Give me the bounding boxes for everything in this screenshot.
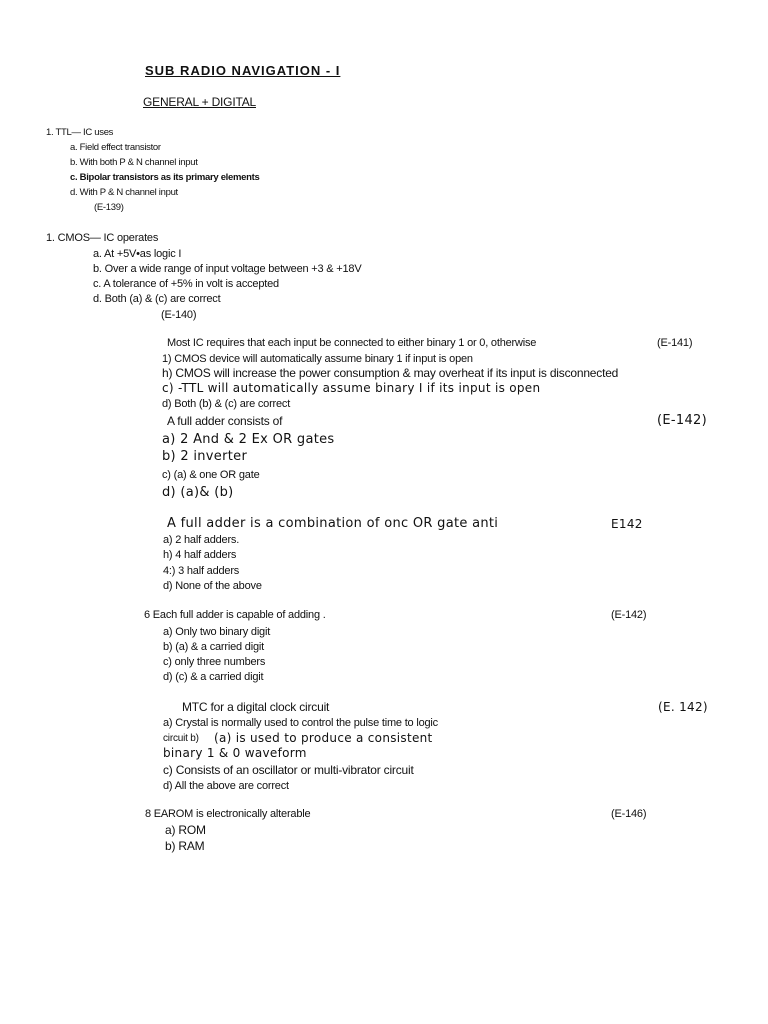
reference: (E-142) (657, 413, 707, 428)
option-b: b) RAM (165, 839, 205, 853)
option-a: a) 2 And & 2 Ex OR gates (162, 432, 335, 447)
reference: E142 (611, 517, 643, 531)
option-a: a) 2 half adders. (163, 534, 240, 546)
option-b: b. With both P & N channel input (70, 157, 198, 168)
option-a: a) Only two binary digit (163, 626, 271, 638)
option-b: b) (a) & a carried digit (163, 641, 264, 653)
reference: (E-140) (161, 309, 197, 321)
option-c: c) Consists of an oscillator or multi-vibrator circuit (163, 763, 414, 777)
option-d: d) Both (b) & (c) are correct (162, 398, 291, 410)
page-title: SUB RADIO NAVIGATION - I (145, 63, 341, 78)
option-d: d) (a)& (b) (162, 485, 234, 500)
option-b: h) 4 half adders (163, 549, 237, 561)
reference: (E-141) (657, 337, 693, 349)
option-a: a. At +5V•as logic I (93, 248, 182, 260)
option-a: a) ROM (165, 823, 206, 837)
option-c: c. A tolerance of +5% in volt is accepted (93, 278, 279, 290)
question-text: A full adder is a combination of onc OR gate anti (167, 516, 499, 531)
option-c: 4:) 3 half adders (163, 565, 240, 577)
option-b: (a) is used to produce a consistent (214, 731, 433, 745)
option-d: d. Both (a) & (c) are correct (93, 293, 221, 305)
question-text: 1. CMOS— IC operates (46, 232, 159, 244)
question-text: 1. TTL— IC uses (46, 127, 114, 138)
option-c: c) -TTL will automatically assume binary I if its input is open (162, 381, 541, 395)
reference: (E-146) (611, 808, 647, 820)
option-c: c. Bipolar transistors as its primary elements (70, 172, 260, 183)
option-d: d) (c) & a carried digit (163, 671, 264, 683)
option-d: d) None of the above (163, 580, 262, 592)
option-b: b. Over a wide range of input voltage between +3 & +18V (93, 263, 362, 275)
reference: (E-142) (611, 609, 647, 621)
question-text: 8 EAROM is electronically alterable (145, 808, 311, 820)
option-a: 1) CMOS device will automatically assume binary 1 if input is open (162, 353, 473, 365)
option-d: d. With P & N channel input (70, 187, 178, 198)
question-text: A full adder consists of (167, 414, 283, 428)
option-b: h) CMOS will increase the power consumption & may overheat if its input is disconnected (162, 366, 619, 380)
option-d: d) All the above are correct (163, 780, 289, 792)
option-b-prefix: circuit b) (163, 733, 199, 744)
question-text: Most IC requires that each input be connected to either binary 1 or 0, otherwise (167, 337, 537, 349)
question-text: MTC for a digital clock circuit (182, 700, 330, 714)
reference: (E. 142) (658, 700, 708, 714)
page-subtitle: GENERAL + DIGITAL (143, 95, 256, 109)
option-a: a) Crystal is normally used to control the pulse time to logic (163, 717, 438, 729)
option-a: a. Field effect transistor (70, 142, 161, 153)
reference: (E-139) (94, 202, 124, 213)
question-text: 6 Each full adder is capable of adding . (144, 609, 326, 621)
option-c: c) (a) & one OR gate (162, 469, 260, 481)
option-b: b) 2 inverter (162, 449, 248, 464)
option-c: c) only three numbers (163, 656, 266, 668)
option-b-continued: binary 1 & 0 waveform (163, 746, 307, 760)
